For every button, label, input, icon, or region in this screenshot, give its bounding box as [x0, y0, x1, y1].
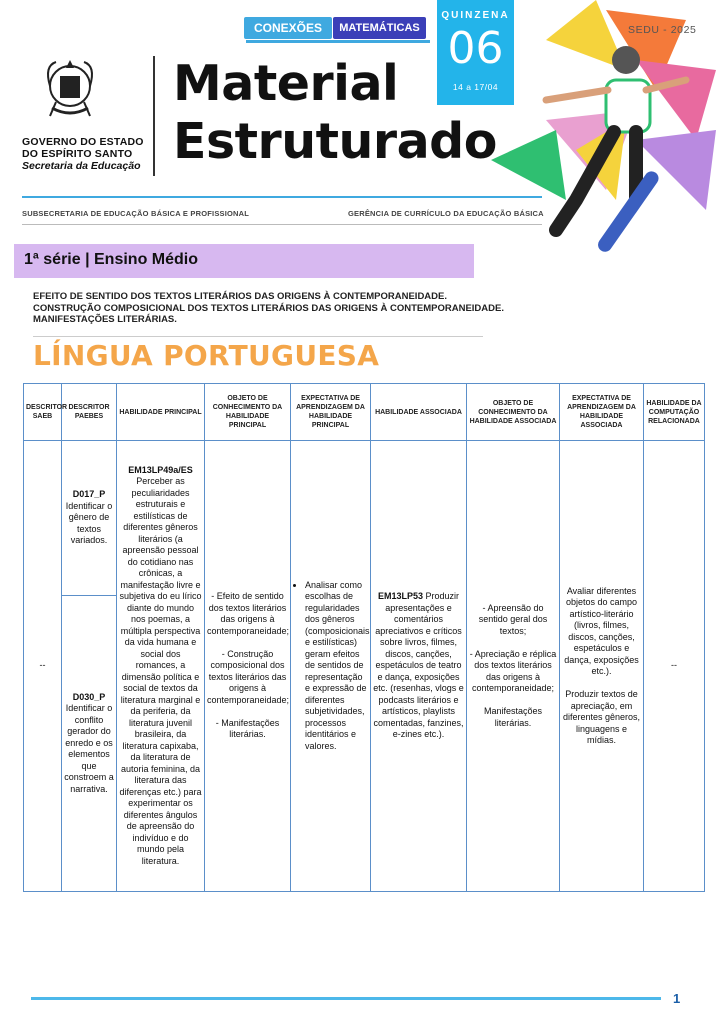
title-line1: Material — [173, 55, 399, 112]
cell-expectativa-associada — [560, 441, 644, 892]
header-expectativa-principal: EXPECTATIVA DE APRENDIZAGEM DA HABILIDADE PRINCIPAL — [291, 384, 371, 441]
obj-assoc-item: Manifestações literárias. — [483, 706, 543, 728]
gov-line2: DO ESPÍRITO SANTO — [22, 148, 133, 160]
obj-principal-item: - Manifestações literárias. — [215, 717, 280, 740]
quinzena-number: 06 — [447, 23, 504, 74]
topics-rule — [33, 336, 483, 337]
subject-title: LÍNGUA PORTUGUESA — [33, 339, 380, 372]
header-computacao: HABILIDADE DA COMPUTAÇÃO RELACIONADA — [644, 384, 705, 441]
topic-item: MANIFESTAÇÕES LITERÁRIAS. — [33, 314, 177, 325]
topics-list — [33, 291, 504, 326]
cell-objeto-associada — [467, 441, 560, 892]
cell-paebes-2 — [62, 596, 117, 892]
topic-item: EFEITO DE SENTIDO DOS TEXTOS LITERÁRIOS DAS ORIGENS À CONTEMPORANEIDADE. — [33, 291, 447, 302]
obj-assoc-item: - Apreciação e réplica dos textos literários das origens à contemporaneidade; — [469, 648, 557, 694]
coat-of-arms-icon — [42, 56, 98, 126]
sedu-label: SEDU - 2025 — [628, 24, 697, 36]
header-expectativa-associada: EXPECTATIVA DE APRENDIZAGEM DA HABILIDADE ASSOCIADA — [560, 384, 644, 441]
header-descritor-paebes: DESCRITOR PAEBES — [62, 384, 117, 441]
curriculum-table — [23, 383, 705, 892]
header-habilidade-principal: HABILIDADE PRINCIPAL — [117, 384, 205, 441]
cell-objeto-principal — [205, 441, 291, 892]
paebes-2-code: D030_P — [72, 691, 106, 702]
cell-expectativa-principal — [291, 441, 371, 892]
obj-principal-item: - Construção composicional dos textos literários das origens à contemporaneidade; — [207, 648, 290, 705]
hab-principal-text: Perceber as peculiaridades estruturais e estilísticas de diferentes gêneros literários (a apreensão pessoal do cotidiano nas crônicas, a manifestação livre e subjetiva do eu lírico diante do mundo nos poemas, a múltipla perspectiva da vida humana e social dos romances, a dimensão política e social de textos da literatura marginal e da periferia, da literatura juvenil brasileira, da literatura capixaba, da literatura de autoria feminina, da literatura das diferenças etc.) para experimentar os diferentes ângulos de apreensão do indivíduo e do mundo pela literatura. — [119, 476, 202, 866]
quinzena-label: QUINZENA — [441, 10, 510, 21]
serie-label: 1ª série | Ensino Médio — [24, 251, 198, 268]
cell-habilidade-principal — [117, 441, 205, 892]
quinzena-dates: 14 a 17/04 — [452, 82, 499, 92]
paebes-2-text: Identificar o conflito gerador do enredo e os elementos que constroem a narrativa. — [64, 703, 114, 794]
title-line2: Estruturado — [173, 113, 497, 170]
topic-item: CONSTRUÇÃO COMPOSICIONAL DOS TEXTOS LITERÁRIOS DAS ORIGENS À CONTEMPORANEIDADE. — [33, 302, 504, 314]
header-habilidade-associada: HABILIDADE ASSOCIADA — [371, 384, 467, 441]
table-row — [24, 441, 705, 596]
tag-conexoes: CONEXÕES — [244, 17, 332, 39]
skateboarder-illustration — [486, 0, 724, 300]
header-objeto-principal: OBJETO DE CONHECIMENTO DA HABILIDADE PRINCIPAL — [205, 384, 291, 441]
header-objeto-associada: OBJETO DE CONHECIMENTO DA HABILIDADE ASSOCIADA — [467, 384, 560, 441]
exp-assoc-item: Produzir textos de apreciação, em diferentes gêneros, linguagens e mídias. — [562, 689, 641, 745]
header-descritor-saeb: DESCRITOR SAEB — [24, 384, 62, 441]
exp-principal-item: • Analisar como escolhas de regularidades dos gêneros (composicionais e estilísticas) geram efeitos de sentidos de representação e expressão de diferentes subjetividades, processos identitários e valores. — [305, 580, 368, 753]
cell-habilidade-associada — [371, 441, 467, 892]
obj-assoc-item: - Apreensão do sentido geral dos textos; — [478, 602, 548, 636]
hab-assoc-code: EM13LP53 — [377, 591, 423, 602]
cell-saeb: -- — [24, 441, 62, 892]
tag-underline — [246, 40, 430, 43]
paebes-1-code: D017_P — [72, 489, 106, 500]
obj-principal-item: - Efeito de sentido dos textos literários das origens à contemporaneidade; — [207, 591, 290, 636]
cell-computacao: -- — [644, 441, 705, 892]
subsecretaria-label: SUBSECRETARIA DE EDUCAÇÃO BÁSICA E PROFISSIONAL — [22, 209, 250, 218]
footer-rule — [31, 997, 661, 1000]
subheader-rule — [22, 224, 542, 225]
tag-matematicas: MATEMÁTICAS — [333, 17, 426, 39]
exp-assoc-item: Avaliar diferentes objetos do campo artístico-literário (livros, filmes, discos, canções, espetáculos e dança, exposições etc.). — [564, 585, 639, 676]
table-header-row — [24, 384, 705, 441]
page-number: 1 — [673, 991, 681, 1006]
hab-principal-code: EM13LP49a/ES — [128, 464, 193, 475]
header-rule — [22, 196, 542, 198]
gov-line3: Secretaria da Educação — [22, 160, 141, 172]
paebes-1-text: Identificar o gênero de textos variados. — [65, 500, 113, 546]
hab-assoc-text: Produzir apresentações e comentários apreciativos e críticos sobre livros, filmes, discos, canções, espetáculos de teatro e dança, exposições etc. (resenhas, vlogs e podcasts literários e artísticos, playlists comentadas, fanzines, e-zines etc.). — [373, 591, 464, 740]
cell-paebes-1 — [62, 441, 117, 596]
serie-band — [14, 244, 474, 278]
gerencia-label: GERÊNCIA DE CURRÍCULO DA EDUCAÇÃO BÁSICA — [348, 209, 544, 218]
header-divider — [153, 56, 155, 176]
gov-line1: GOVERNO DO ESTADO — [22, 136, 144, 148]
